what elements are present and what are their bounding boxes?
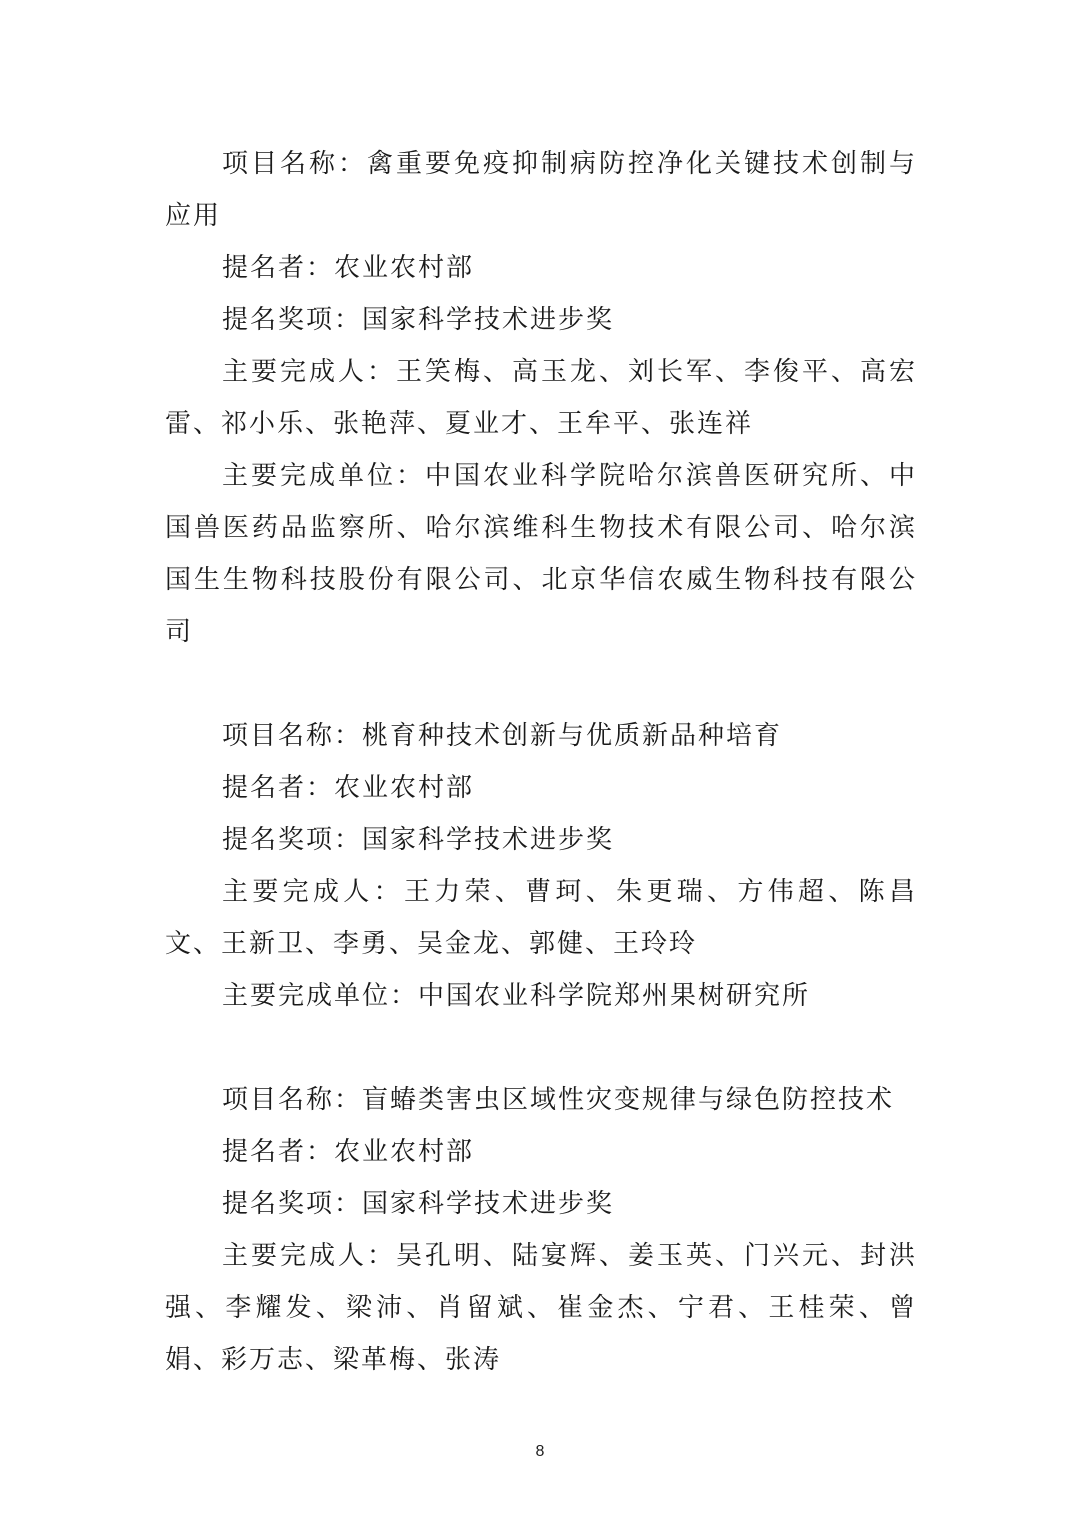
project-units: 主要完成单位：中国农业科学院郑州果树研究所 <box>222 981 811 1011</box>
project-award: 提名奖项：国家科学技术进步奖 <box>222 825 615 855</box>
project-name: 项目名称：桃育种技术创新与优质新品种培育 <box>222 721 783 751</box>
project-people: 主要完成人：王力荣、曹珂、朱更瑞、方伟超、陈昌文、王新卫、李勇、吴金龙、郭健、王玲玲 <box>165 877 917 959</box>
page-number: 8 <box>535 1443 545 1460</box>
project-name: 项目名称：禽重要免疫抑制病防控净化关键技术创制与应用 <box>165 149 917 231</box>
project-nominator: 提名者：农业农村部 <box>222 253 475 283</box>
project-award: 提名奖项：国家科学技术进步奖 <box>222 1189 615 1219</box>
project-people: 主要完成人：吴孔明、陆宴辉、姜玉英、门兴元、封洪强、李耀发、梁沛、肖留斌、崔金杰、宁君、王桂荣、曾娟、彩万志、梁革梅、张涛 <box>165 1241 917 1375</box>
project-entry <box>165 1074 917 1386</box>
document-body <box>165 138 917 1386</box>
project-nominator: 提名者：农业农村部 <box>222 773 475 803</box>
project-entry <box>165 710 917 1022</box>
project-name: 项目名称：盲蝽类害虫区域性灾变规律与绿色防控技术 <box>222 1085 895 1115</box>
project-people: 主要完成人：王笑梅、高玉龙、刘长军、李俊平、高宏雷、祁小乐、张艳萍、夏业才、王牟平、张连祥 <box>165 357 917 439</box>
project-nominator: 提名者：农业农村部 <box>222 1137 475 1167</box>
project-award: 提名奖项：国家科学技术进步奖 <box>222 305 615 335</box>
project-entry <box>165 138 917 658</box>
project-units: 主要完成单位：中国农业科学院哈尔滨兽医研究所、中国兽医药品监察所、哈尔滨维科生物技术有限公司、哈尔滨国生生物科技股份有限公司、北京华信农威生物科技有限公司 <box>165 461 917 647</box>
